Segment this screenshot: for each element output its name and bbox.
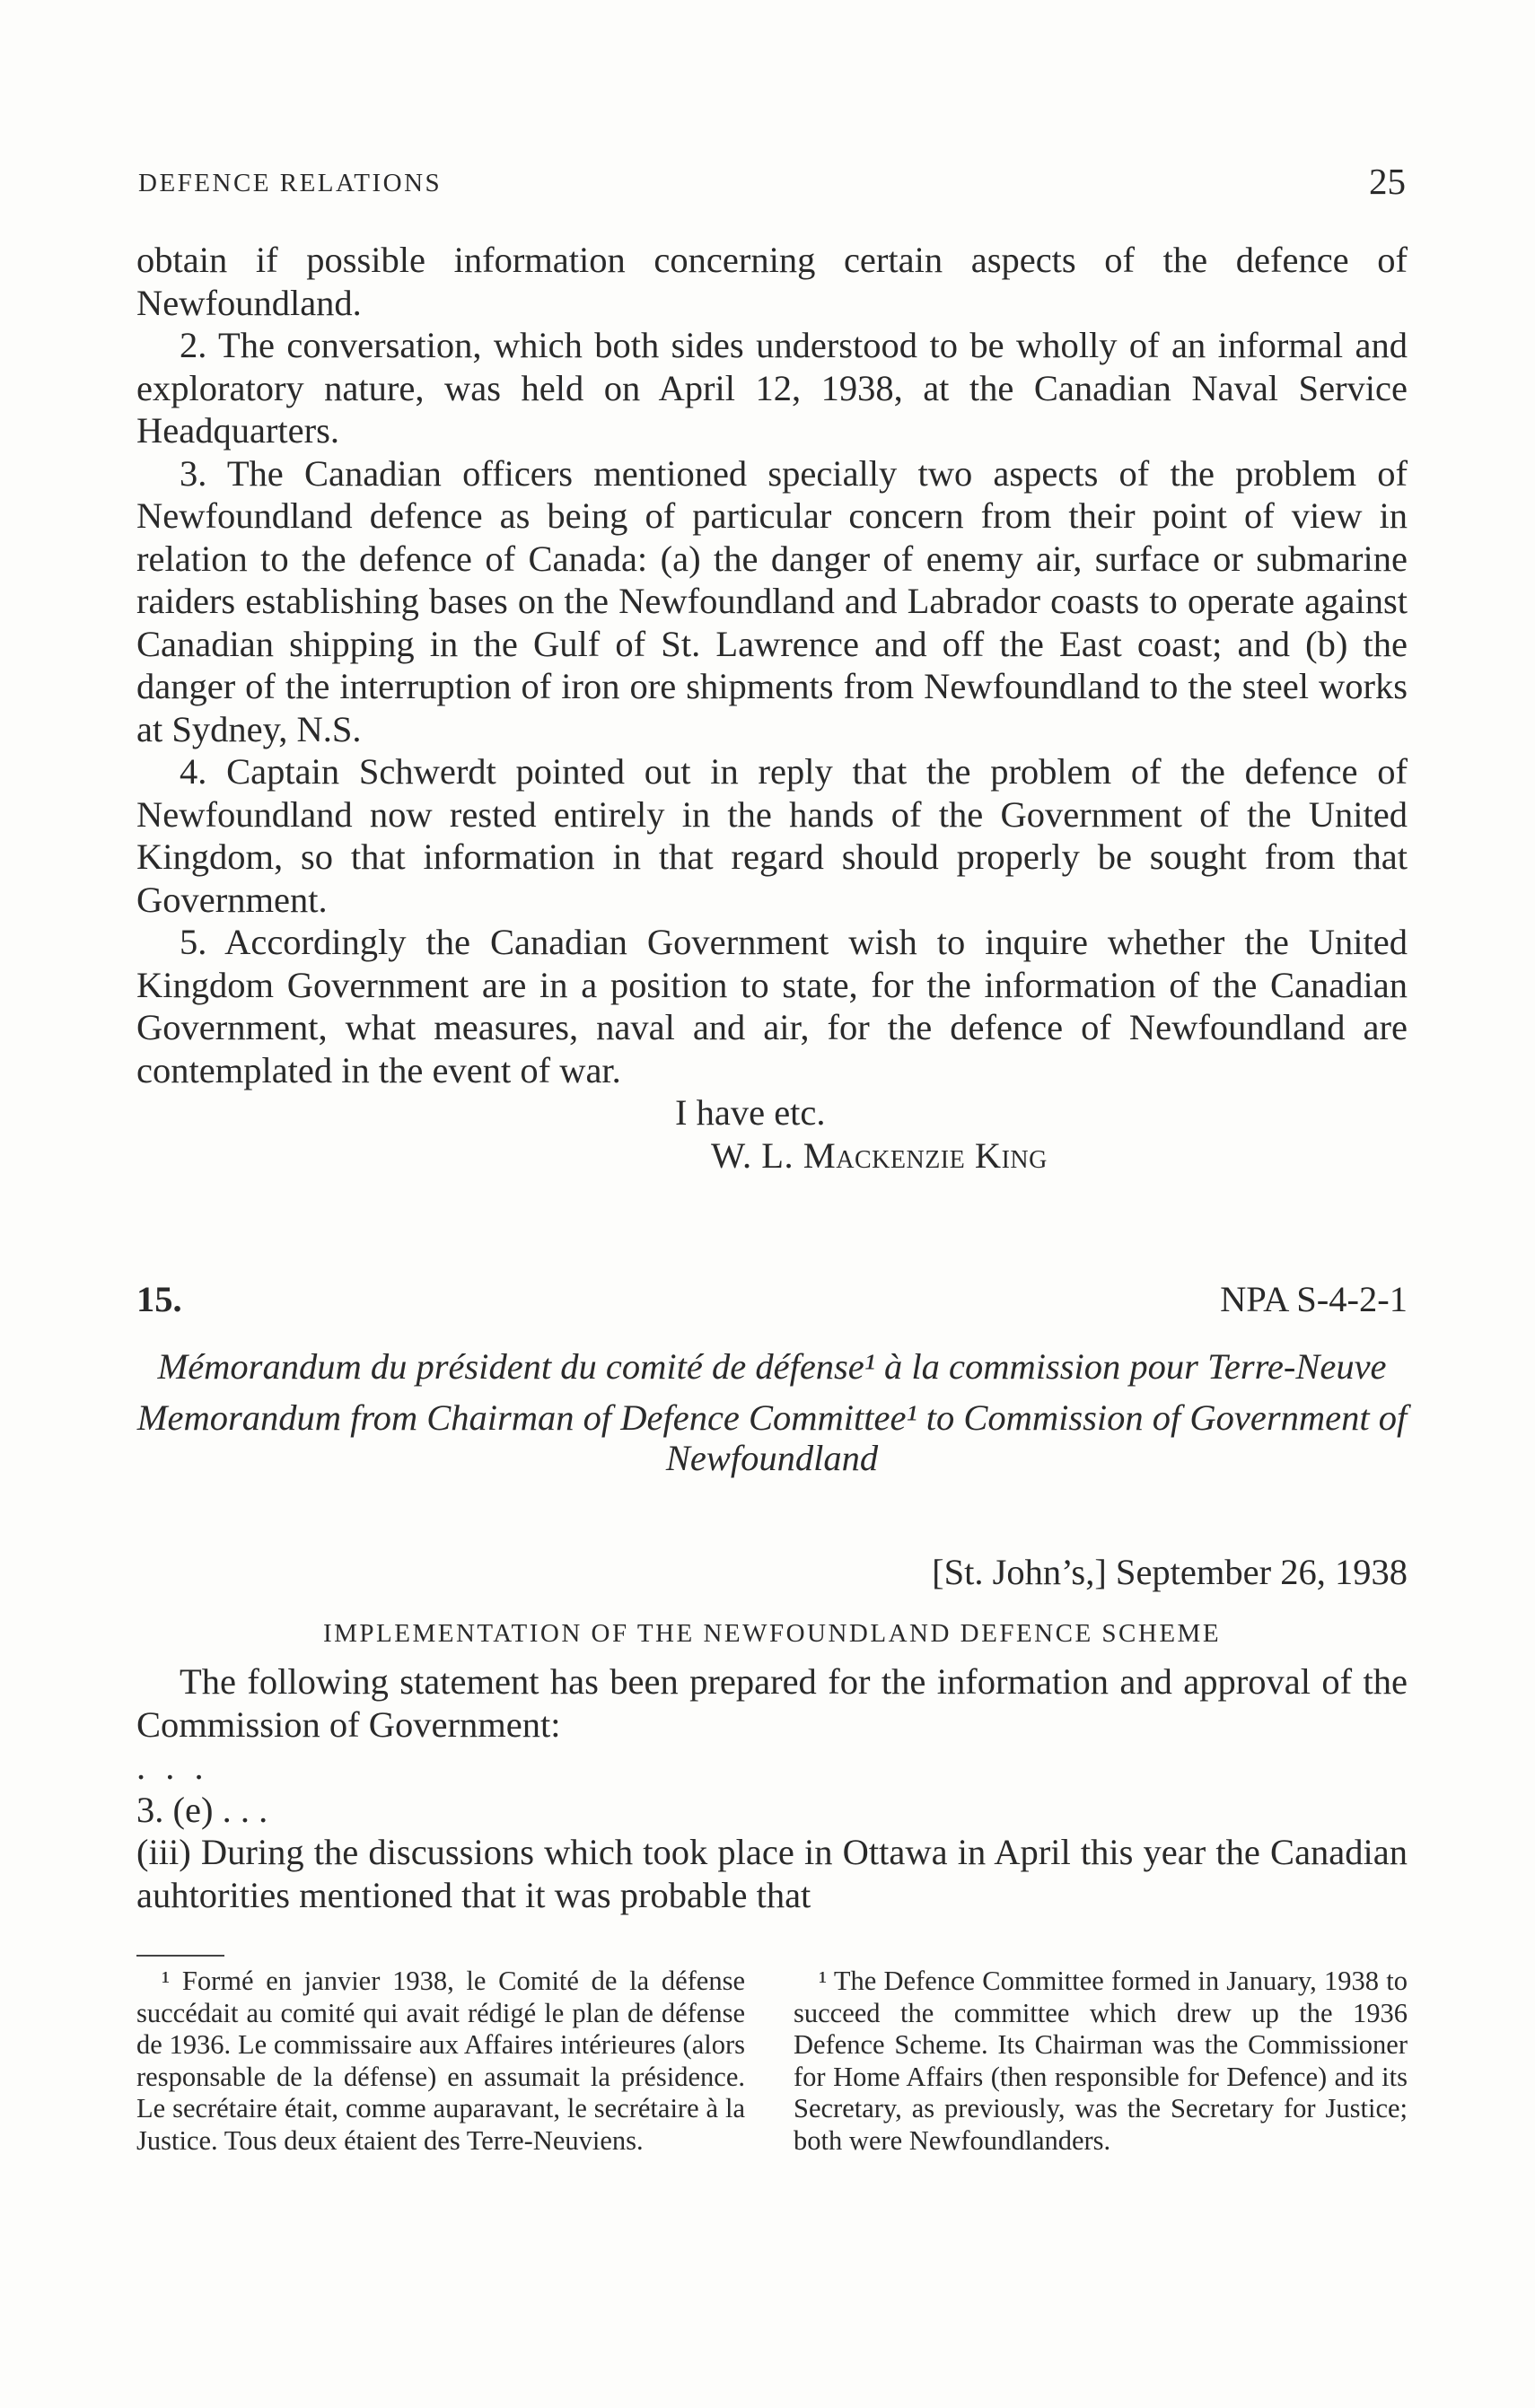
page-header [136,160,1408,214]
title-french: Mémorandum du président du comité de défense¹ à la commission pour Terre-Neuve [157,1346,1387,1387]
item-iii: (iii) During the discussions which took place in Ottawa in April this year the Canadian auhtorities mentioned that it was probable that [136,1832,1408,1915]
letter-body [136,239,1408,1177]
footnote-french [136,1966,745,2157]
paragraph-4: 4. Captain Schwerdt pointed out in reply that the problem of the defence of Newfoundland now rested entirely in the hands of the Government of the United Kingdom, so that information in that regard should properly be sought from that Government. [136,751,1408,920]
paragraph-lead: obtain if possible information concerning certain aspects of the defence of Newfoundland. [136,240,1408,323]
page-number: 25 [1369,161,1406,202]
document-title [136,1346,1408,1489]
paragraph-2: 2. The conversation, which both sides understood to be wholly of an informal and exploratory nature, was held on April 12, 1938, at the Canadian Naval Service Headquarters. [136,325,1408,451]
title-english: Memorandum from Chairman of Defence Committee¹ to Commission of Government of Newfoundland [136,1397,1408,1478]
signature: W. L. Mackenzie King [711,1134,1048,1176]
running-head: DEFENCE RELATIONS [138,169,443,197]
footnote-rule [136,1955,224,1957]
closing: I have etc. [675,1092,826,1133]
item-3e: 3. (e) . . . [136,1789,268,1830]
paragraph-5: 5. Accordingly the Canadian Government wish to inquire whether the United Kingdom Government are in a position to state, for the information of the Canadian Government, what measures, naval and air, for the defence of Newfoundland are contemplated in the event of war. [136,922,1408,1090]
memorandum-intro: The following statement has been prepared for the information and approval of the Commission of Government: [136,1661,1408,1745]
subject-heading: IMPLEMENTATION OF THE NEWFOUNDLAND DEFENCE SCHEME [322,1619,1222,1648]
footnote-french-text: ¹ Formé en janvier 1938, le Comité de la défense succédait au comité qui avait rédigé le plan de défense de 1936. Le commissaire aux Affaires intérieures (alors responsable de la défense) en assumait la présidence. Le secrétaire était, comme auparavant, le secrétaire à la Justice. Tous deux étaient des Terre-Neuviens. [136,1966,745,2156]
omission-ellipsis: . . . [136,1747,209,1787]
paragraph-3: 3. The Canadian officers mentioned specially two aspects of the problem of Newfoundland defence as being of particular concern from their point of view in relation to the defence of Canada: (a) the danger of enemy air, surface or submarine raiders establishing bases on the Newfoundland and Labrador coasts to operate against Canadian shipping in the Gulf of St. Lawrence and off the East coast; and (b) the danger of the interruption of iron ore shipments from Newfoundland to the steel works at Sydney, N.S. [136,452,1408,749]
memorandum-body [136,1660,1408,1916]
document-heading [136,1278,1408,1328]
document-reference: NPA S-4-2-1 [1220,1279,1408,1319]
document-number: 15. [136,1279,182,1319]
footnote-english [794,1966,1408,2157]
dateline: [St. John’s,] September 26, 1938 [932,1552,1408,1592]
footnote-english-text: ¹ The Defence Committee formed in January, 1938 to succeed the committee which drew up the 1936 Defence Scheme. Its Chairman was the Commissioner for Home Affairs (then responsible for Defence) and its Secretary, as previously, was the Secretary for Justice; both were Newfoundlanders. [794,1966,1408,2156]
